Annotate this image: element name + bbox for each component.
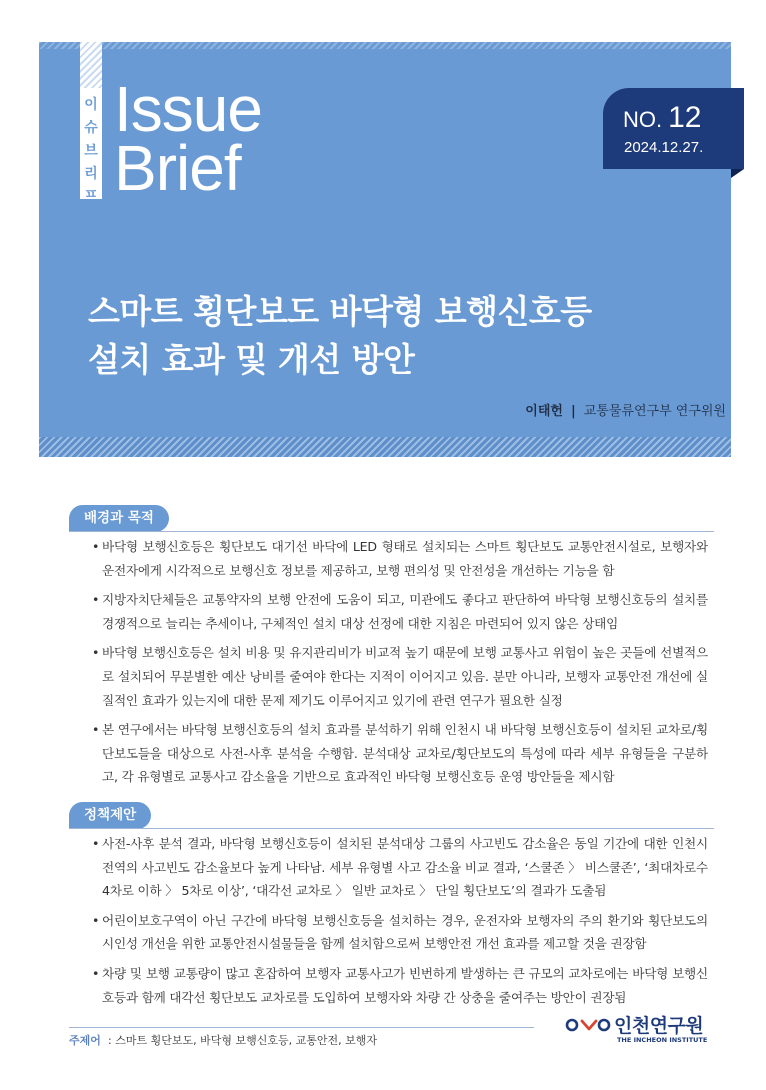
section-divider <box>69 828 714 829</box>
report-title-line2: 설치 효과 및 개선 방안 <box>88 340 415 379</box>
author-line <box>525 400 726 419</box>
footer-divider <box>69 1027 534 1028</box>
author-separator: | <box>570 404 576 419</box>
banner-bottom-stripe <box>39 437 731 457</box>
list-item: • 지방자치단체들은 교통약자의 보행 안전에 도움이 되고, 미관에도 좋다고 판단하여 바닥형 보행신호등의 설치를 경쟁적으로 늘리는 추세이나, 구체적인 설치 대상 선정에 대한 지침은 마련되어 있지 않은 상태임 <box>92 588 708 635</box>
background-list <box>92 535 708 795</box>
policy-list <box>92 832 708 1015</box>
series-korean-label <box>80 94 102 209</box>
issue-date: 2024.12.27. <box>624 139 704 156</box>
logo-circle-right <box>599 1020 609 1030</box>
issue-number <box>623 101 702 135</box>
series-char: 브 <box>84 143 98 159</box>
badge-fold <box>731 169 744 178</box>
series-char: 이 <box>84 97 98 113</box>
series-char: 프 <box>84 189 98 205</box>
section-label-policy: 정책제안 <box>69 802 151 829</box>
list-item: • 차량 및 보행 교통량이 많고 혼잡하여 보행자 교통사고가 빈번하게 발생하는 큰 규모의 교차로에는 바닥형 보행신호등과 함께 대각선 횡단보도 교차로를 도입하여 보행자와 차량 간 상충을 줄여주는 방안이 권장됨 <box>92 962 708 1009</box>
author-name: 이태헌 <box>525 404 563 419</box>
series-char: 리 <box>84 166 98 182</box>
list-item: • 사전-사후 분석 결과, 바닥형 보행신호등이 설치된 분석대상 그룹의 사고빈도 감소율은 동일 기간에 대한 인천시 전역의 사고빈도 감소율보다 높게 나타남. 세부 유형별 사고 감소율 비교 결과, ‘스쿨존 〉 비스쿨존’, ‘최대차로수 4차로 이하 〉 5차로 이상’, ‘대각선 교차로 〉 일반 교차로 〉 단일 횡단보도’의 결과가 도출됨 <box>92 832 708 903</box>
institute-name: 인천연구원 <box>614 1015 704 1037</box>
keywords-value: : 스마트 횡단보도, 바닥형 보행신호등, 교통안전, 보행자 <box>108 1034 377 1047</box>
issue-number-label: NO. <box>623 107 663 132</box>
series-title-brief: Brief <box>114 132 241 204</box>
list-item: • 바닥형 보행신호등은 횡단보도 대기선 바닥에 LED 형태로 설치되는 스마트 횡단보도 교통안전시설로, 보행자와 운전자에게 시각적으로 보행신호 정보를 제공하고, 보행 편의성 및 안전성을 개선하는 기능을 함 <box>92 535 708 582</box>
report-title <box>88 288 708 384</box>
series-char: 슈 <box>84 120 98 136</box>
series-bar-hatch <box>80 42 102 88</box>
list-item: • 본 연구에서는 바닥형 보행신호등의 설치 효과를 분석하기 위해 인천시 내 바닥형 보행신호등이 설치된 교차로/횡단보도들을 대상으로 사전-사후 분석을 수행함. 분석대상 교차로/횡단보도의 특성에 따라 세부 유형들을 구분하고, 각 유형별로 교통사고 감소율을 기반으로 효과적인 바닥형 보행신호등 운영 방안들을 제시함 <box>92 718 708 789</box>
logo-circle-left <box>567 1020 577 1030</box>
banner-top-stripe <box>39 42 731 49</box>
section-label-background: 배경과 목적 <box>69 505 169 532</box>
keywords-label: 주제어 <box>69 1034 101 1047</box>
issue-number-value: 12 <box>668 101 702 134</box>
list-item: • 어린이보호구역이 아닌 구간에 바닥형 보행신호등을 설치하는 경우, 운전자와 보행자의 주의 환기와 횡단보도의 시인성 개선을 위한 교통안전시설물들을 함께 설치함으로써 보행안전 개선 효과를 제고할 것을 권장함 <box>92 909 708 956</box>
section-divider <box>69 531 714 532</box>
list-item: • 바닥형 보행신호등은 설치 비용 및 유지관리비가 비교적 높기 때문에 보행 교통사고 위험이 높은 곳들에 선별적으로 설치되어 무분별한 예산 낭비를 줄여야 한다는 지적이 이어지고 있음. 분만 아니라, 보행자 교통안전 개선에 실질적인 효과가 있는지에 대한 문제 제기도 이루어지고 있기에 관련 연구가 필요한 실정 <box>92 641 708 712</box>
author-affiliation: 교통물류연구부 연구위원 <box>583 404 726 419</box>
logo-red-chevron <box>582 1021 596 1029</box>
report-title-line1: 스마트 횡단보도 바닥형 보행신호등 <box>88 292 592 331</box>
institute-english: THE INCHEON INSTITUTE <box>617 1036 708 1044</box>
series-title-issue: Issue <box>114 73 262 145</box>
